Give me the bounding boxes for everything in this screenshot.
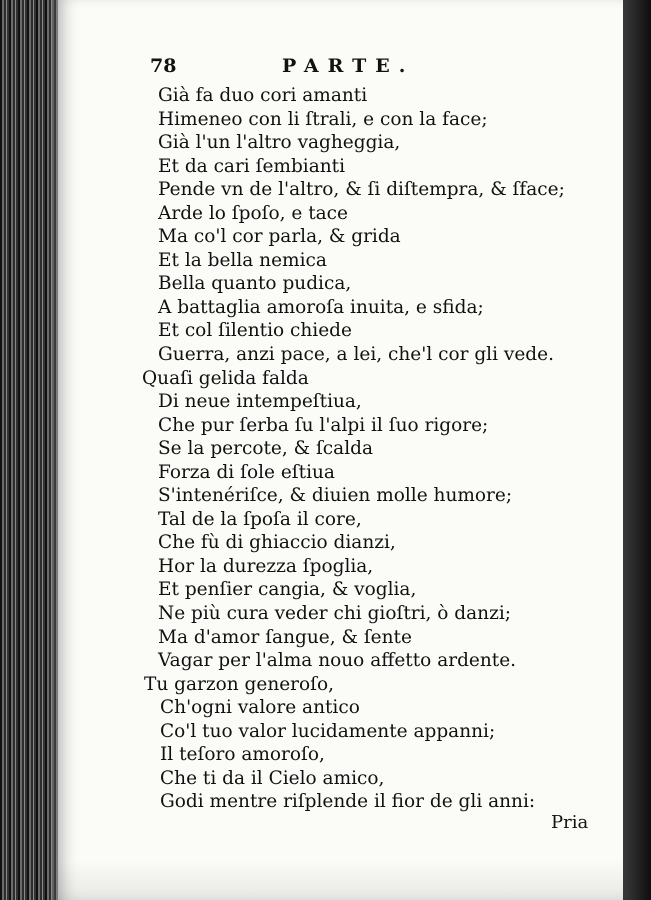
poem-line: Guerra, anzi pace, a lei, che'l cor gli vede. — [158, 344, 554, 366]
poem-line: Ma co'l cor parla, & grida — [158, 226, 401, 248]
poem-line: S'intenériſce, & diuien molle humore; — [158, 485, 513, 507]
catchword: Pria — [551, 812, 589, 833]
poem-line: Pende vn de l'altro, & ſi diſtempra, & ſface; — [158, 179, 565, 201]
running-head: PARTE. — [282, 55, 415, 77]
poem-line: Tu garzon generoſo, — [144, 673, 335, 695]
poem-line: Che fù di ghiaccio dianzi, — [158, 532, 396, 554]
poem-line: Godi mentre riſplende il fior de gli anni: — [160, 791, 536, 813]
poem-line: Hor la durezza ſpoglia, — [158, 555, 374, 577]
poem-line: Vagar per l'alma nouo affetto ardente. — [158, 650, 517, 672]
poem-line: Che pur ſerba ſu l'alpi il ſuo rigore; — [158, 414, 489, 436]
poem-line: Himeneo con li ſtrali, e con la face; — [158, 108, 488, 130]
poem-line: Bella quanto pudica, — [158, 273, 352, 295]
poem-line: Et da cari ſembianti — [158, 155, 345, 177]
poem-line: Arde lo ſpoſo, e tace — [158, 202, 348, 224]
poem-line: Et col ſilentio chiede — [158, 320, 352, 342]
poem-line: Et la bella nemica — [158, 249, 327, 271]
poem-line: Ch'ogni valore antico — [160, 697, 360, 719]
poem-line: Ma d'amor ſangue, & ſente — [158, 626, 412, 648]
page-shadow — [58, 860, 625, 900]
poem-line: Se la percote, & ſcalda — [158, 438, 373, 460]
poem-line: Quaſi gelida falda — [142, 367, 309, 389]
poem-line: Co'l tuo valor lucidamente appanni; — [160, 720, 496, 742]
poem-text — [0, 84, 651, 814]
page-number: 78 — [150, 55, 177, 77]
poem-line: Tal de la ſpoſa il core, — [158, 508, 362, 530]
poem-line: Forza di ſole eſtiua — [158, 461, 335, 483]
poem-line: Ne più cura veder chi gioſtri, ò danzi; — [158, 603, 511, 625]
poem-line: Il teſoro amoroſo, — [160, 744, 325, 766]
poem-line: Di neue intempeſtiua, — [158, 391, 362, 413]
poem-line: Et penſier cangia, & voglia, — [158, 579, 417, 601]
page-header — [150, 55, 480, 81]
poem-line: Già l'un l'altro vagheggia, — [158, 132, 401, 154]
poem-line: A battaglia amoroſa inuita, e sfida; — [158, 296, 484, 318]
poem-line: Che ti da il Cielo amico, — [160, 767, 385, 789]
poem-line: Già fa duo cori amanti — [158, 85, 368, 106]
